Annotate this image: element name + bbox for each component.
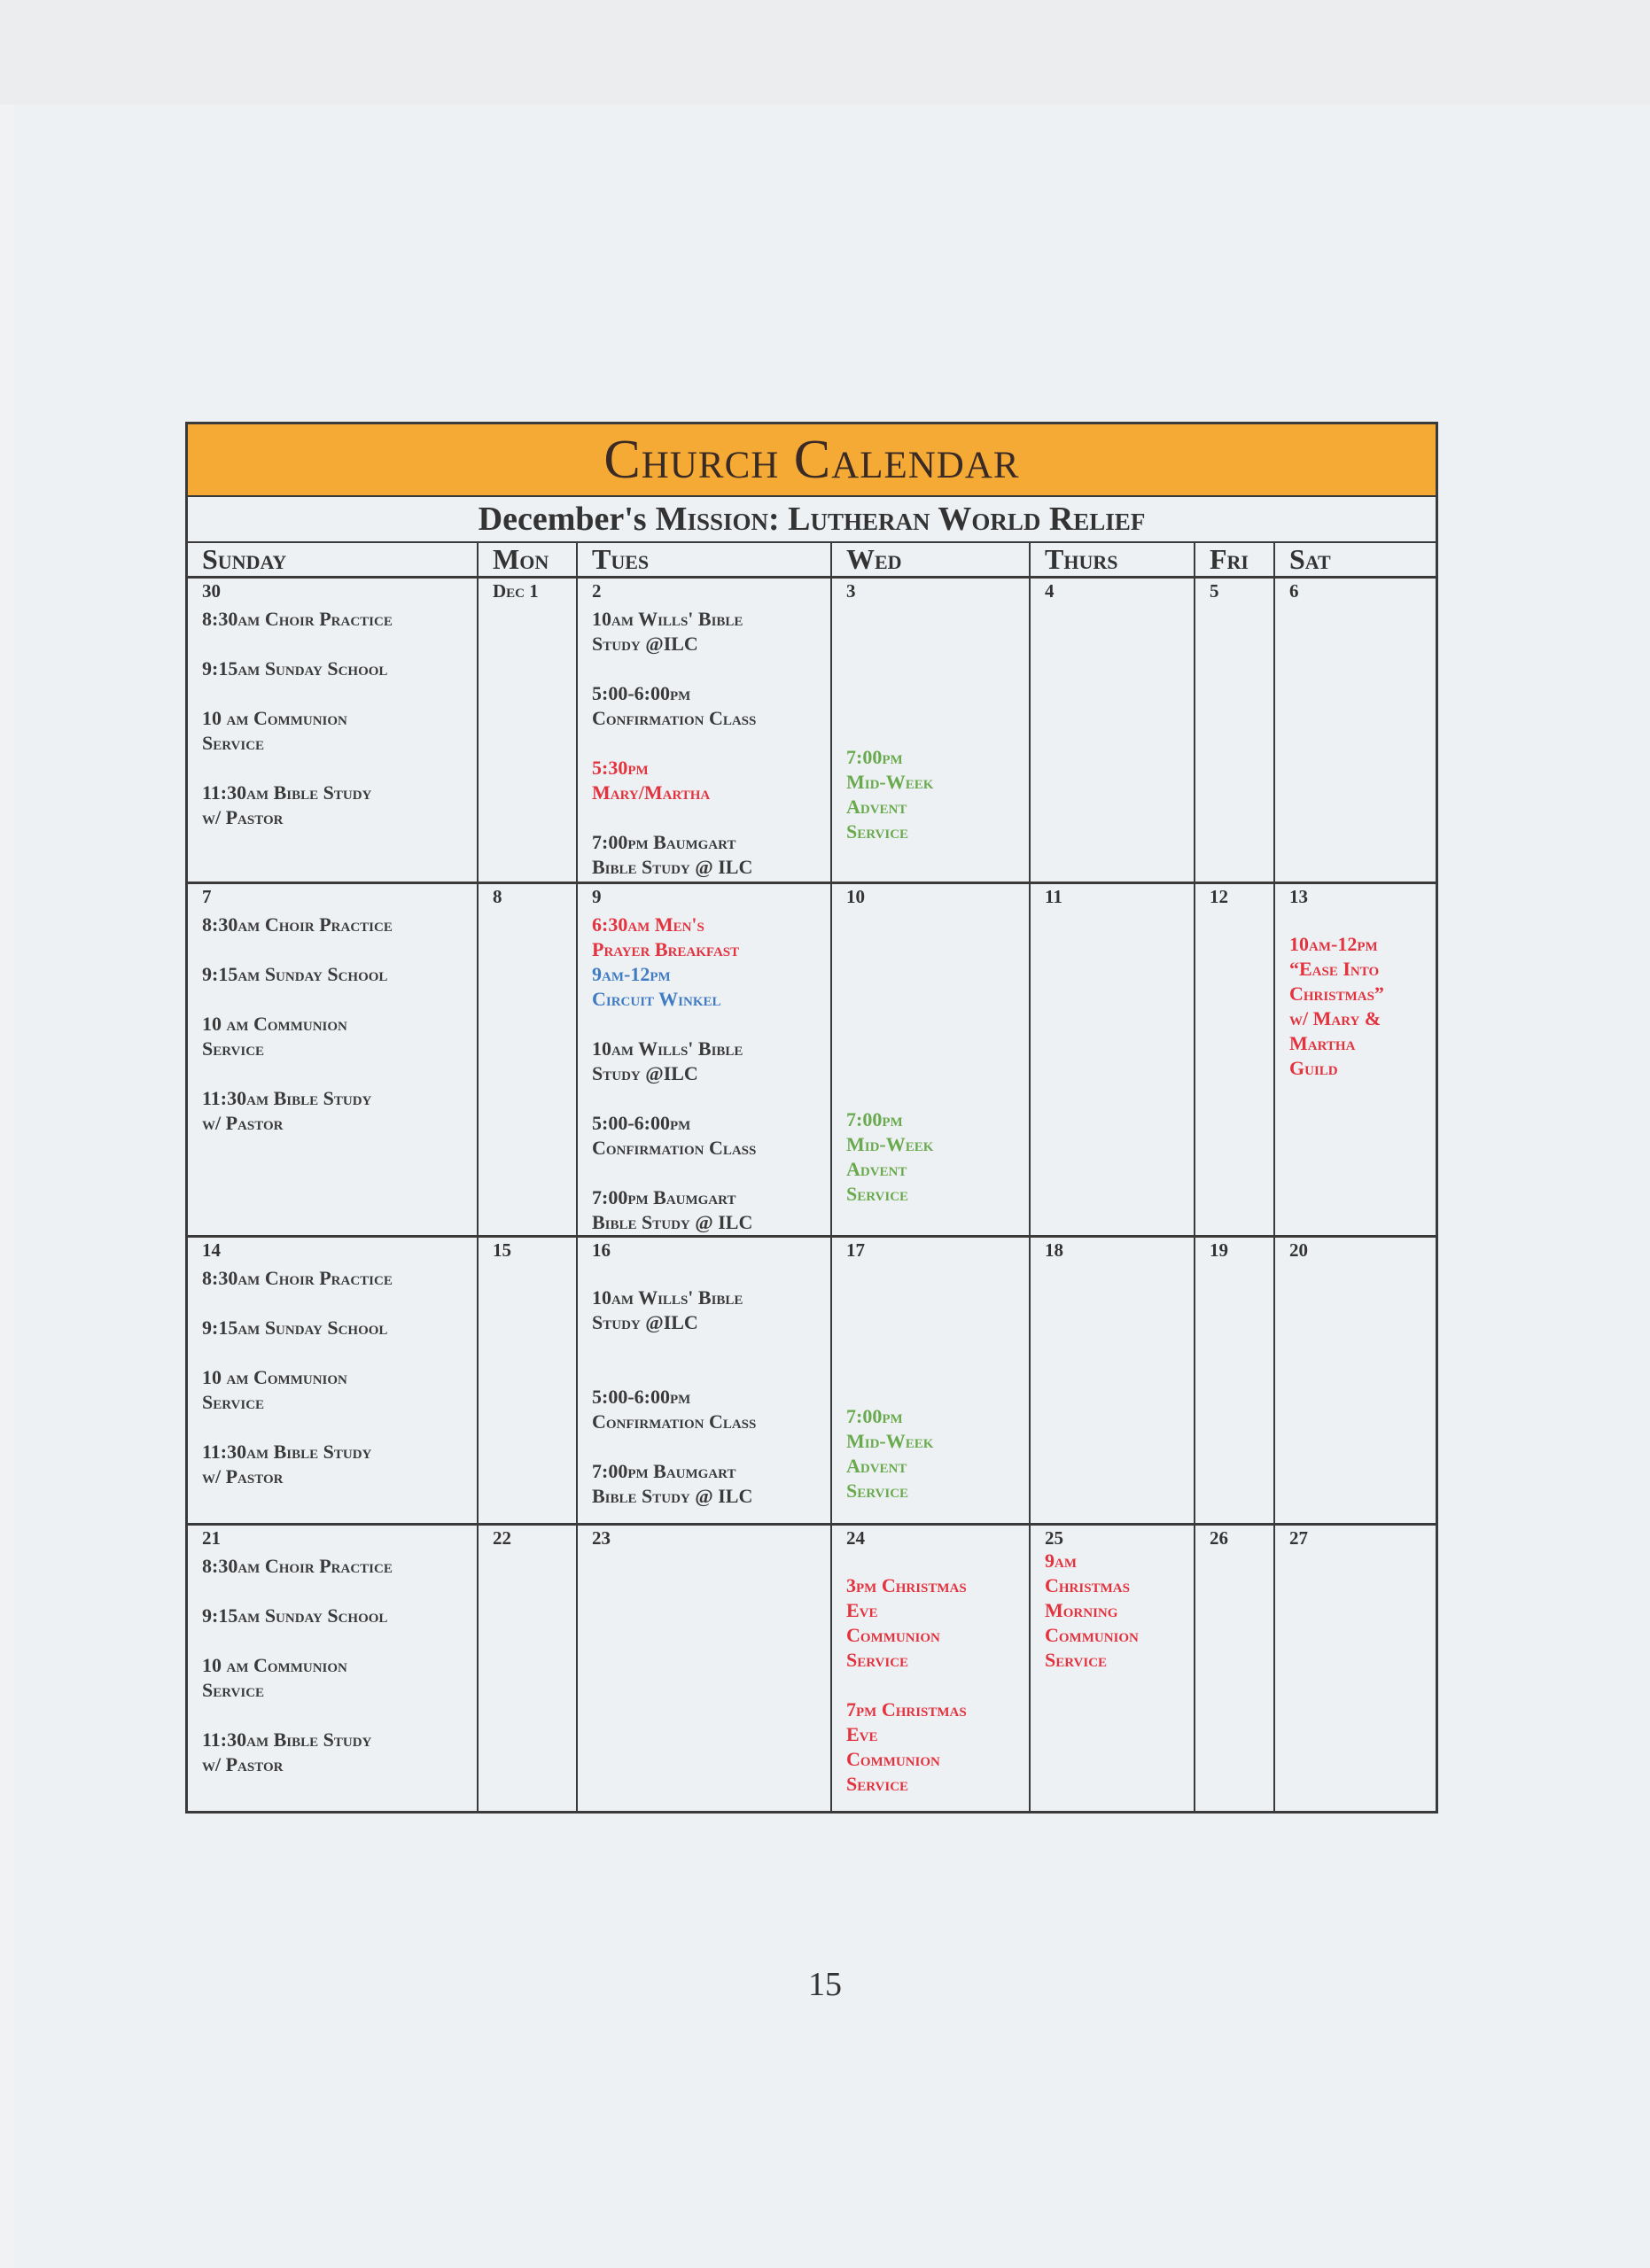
calendar-event: 10 am Communion Service bbox=[202, 707, 347, 754]
calendar-event: 9:15am Sunday School bbox=[202, 1317, 388, 1339]
calendar-weeks bbox=[188, 578, 1436, 1812]
subtitle-mission: Mission: Lutheran World Relief bbox=[655, 501, 1146, 538]
calendar-event: 5:00-6:00pm Confirmation Class bbox=[592, 1386, 757, 1433]
day-number: 15 bbox=[493, 1239, 511, 1261]
title-banner bbox=[188, 424, 1436, 497]
day-number: 17 bbox=[846, 1239, 865, 1261]
week-row bbox=[188, 883, 1436, 1237]
day-number: 23 bbox=[592, 1527, 611, 1549]
calendar-event: 9am-12pm Circuit Winkel bbox=[592, 963, 721, 1010]
calendar-event: 10 am Communion Service bbox=[202, 1013, 347, 1060]
day-cell-monday bbox=[478, 1525, 577, 1812]
church-calendar bbox=[185, 422, 1438, 1814]
calendar-event: 10am Wills' Bible Study @ILC bbox=[592, 1037, 743, 1084]
calendar-event: 8:30am Choir Practice bbox=[202, 1267, 393, 1289]
header-friday: Fri bbox=[1195, 543, 1274, 578]
day-cell-friday bbox=[1195, 1237, 1274, 1525]
calendar-grid bbox=[188, 543, 1436, 1811]
day-cell-thursday bbox=[1030, 1525, 1195, 1812]
header-wednesday: Wed bbox=[831, 543, 1030, 578]
day-number: 18 bbox=[1045, 1239, 1063, 1261]
calendar-event: 11:30am Bible Study w/ Pastor bbox=[202, 1441, 372, 1487]
week-row bbox=[188, 1525, 1436, 1812]
day-cell-wednesday bbox=[831, 1237, 1030, 1525]
day-number: 20 bbox=[1289, 1239, 1308, 1261]
header-tuesday: Tues bbox=[577, 543, 831, 578]
header-monday: Mon bbox=[478, 543, 577, 578]
day-number: 4 bbox=[1045, 580, 1055, 602]
header-thursday: Thurs bbox=[1030, 543, 1195, 578]
day-cell-sunday bbox=[188, 883, 478, 1237]
day-cell-wednesday bbox=[831, 1525, 1030, 1812]
calendar-event: 11:30am Bible Study w/ Pastor bbox=[202, 1087, 372, 1134]
day-number: 8 bbox=[493, 886, 502, 907]
calendar-event: 10am-12pm “Ease Into Christmas” w/ Mary & Martha Guild bbox=[1289, 933, 1384, 1079]
day-cell-sunday bbox=[188, 1237, 478, 1525]
calendar-event: 8:30am Choir Practice bbox=[202, 913, 393, 936]
day-cell-wednesday bbox=[831, 578, 1030, 883]
subtitle-prefix: December's bbox=[478, 501, 647, 538]
day-cell-friday bbox=[1195, 578, 1274, 883]
calendar-event: 6:30am Men's Prayer Breakfast bbox=[592, 913, 740, 960]
calendar-event: 7:00pm Mid-Week Advent Service bbox=[846, 746, 934, 843]
scanner-background bbox=[0, 0, 1650, 105]
day-cell-monday bbox=[478, 578, 577, 883]
day-number: 16 bbox=[592, 1239, 611, 1261]
day-cell-saturday bbox=[1274, 1525, 1436, 1812]
day-cell-sunday bbox=[188, 1525, 478, 1812]
day-cell-monday bbox=[478, 883, 577, 1237]
calendar-event: 9am Christmas Morning Communion Service bbox=[1045, 1550, 1139, 1671]
day-number: 7 bbox=[202, 886, 212, 907]
day-cell-sunday bbox=[188, 578, 478, 883]
day-cell-saturday bbox=[1274, 578, 1436, 883]
day-number: 22 bbox=[493, 1527, 511, 1549]
calendar-event: 7:00pm Baumgart Bible Study @ ILC bbox=[592, 831, 753, 878]
calendar-event: 8:30am Choir Practice bbox=[202, 1555, 393, 1577]
day-number: 25 bbox=[1045, 1527, 1063, 1549]
day-cell-saturday bbox=[1274, 1237, 1436, 1525]
calendar-event: 11:30am Bible Study w/ Pastor bbox=[202, 781, 372, 828]
day-number: 24 bbox=[846, 1527, 865, 1549]
day-number: 3 bbox=[846, 580, 856, 602]
calendar-title: Church Calendar bbox=[603, 429, 1020, 490]
calendar-event: 10am Wills' Bible Study @ILC bbox=[592, 1286, 743, 1333]
mission-subtitle bbox=[188, 497, 1436, 543]
day-cell-wednesday bbox=[831, 883, 1030, 1237]
header-saturday: Sat bbox=[1274, 543, 1436, 578]
day-number: 12 bbox=[1210, 886, 1228, 907]
day-number: 26 bbox=[1210, 1527, 1228, 1549]
calendar-event: 9:15am Sunday School bbox=[202, 657, 388, 680]
day-number: 13 bbox=[1289, 886, 1308, 907]
day-cell-thursday bbox=[1030, 1237, 1195, 1525]
calendar-event: 7pm Christmas Eve Communion Service bbox=[846, 1698, 967, 1795]
day-cell-saturday bbox=[1274, 883, 1436, 1237]
day-number: 9 bbox=[592, 886, 602, 907]
weekday-header-row bbox=[188, 543, 1436, 578]
day-number: 11 bbox=[1045, 886, 1062, 907]
day-cell-thursday bbox=[1030, 883, 1195, 1237]
calendar-event: 10 am Communion Service bbox=[202, 1366, 347, 1413]
day-cell-tuesday bbox=[577, 578, 831, 883]
calendar-event: 10am Wills' Bible Study @ILC bbox=[592, 608, 743, 655]
day-number: 19 bbox=[1210, 1239, 1228, 1261]
calendar-event: 9:15am Sunday School bbox=[202, 963, 388, 985]
calendar-event: 3pm Christmas Eve Communion Service bbox=[846, 1574, 967, 1671]
day-number: Dec 1 bbox=[493, 580, 539, 602]
day-number: 14 bbox=[202, 1239, 221, 1261]
calendar-event: 5:30pm Mary/Martha bbox=[592, 757, 711, 804]
header-sunday: Sunday bbox=[188, 543, 478, 578]
day-number: 27 bbox=[1289, 1527, 1308, 1549]
day-number: 30 bbox=[202, 580, 221, 602]
calendar-event: 7:00pm Mid-Week Advent Service bbox=[846, 1405, 934, 1502]
calendar-event: 5:00-6:00pm Confirmation Class bbox=[592, 1112, 757, 1159]
calendar-event: 7:00pm Baumgart Bible Study @ ILC bbox=[592, 1186, 753, 1233]
day-cell-tuesday bbox=[577, 1525, 831, 1812]
day-cell-monday bbox=[478, 1237, 577, 1525]
calendar-event: 8:30am Choir Practice bbox=[202, 608, 393, 630]
day-cell-friday bbox=[1195, 883, 1274, 1237]
calendar-event: 7:00pm Baumgart Bible Study @ ILC bbox=[592, 1460, 753, 1507]
day-cell-tuesday bbox=[577, 1237, 831, 1525]
day-cell-friday bbox=[1195, 1525, 1274, 1812]
calendar-event: 5:00-6:00pm Confirmation Class bbox=[592, 682, 757, 729]
day-number: 21 bbox=[202, 1527, 221, 1549]
week-row bbox=[188, 578, 1436, 883]
day-number: 5 bbox=[1210, 580, 1219, 602]
calendar-event: 9:15am Sunday School bbox=[202, 1604, 388, 1627]
calendar-event: 11:30am Bible Study w/ Pastor bbox=[202, 1728, 372, 1775]
day-cell-tuesday bbox=[577, 883, 831, 1237]
calendar-event: 7:00pm Mid-Week Advent Service bbox=[846, 1108, 934, 1205]
day-number: 2 bbox=[592, 580, 602, 602]
day-number: 10 bbox=[846, 886, 865, 907]
page-number: 15 bbox=[808, 1966, 842, 2003]
day-number: 6 bbox=[1289, 580, 1299, 602]
calendar-event: 10 am Communion Service bbox=[202, 1654, 347, 1701]
day-cell-thursday bbox=[1030, 578, 1195, 883]
week-row bbox=[188, 1237, 1436, 1525]
